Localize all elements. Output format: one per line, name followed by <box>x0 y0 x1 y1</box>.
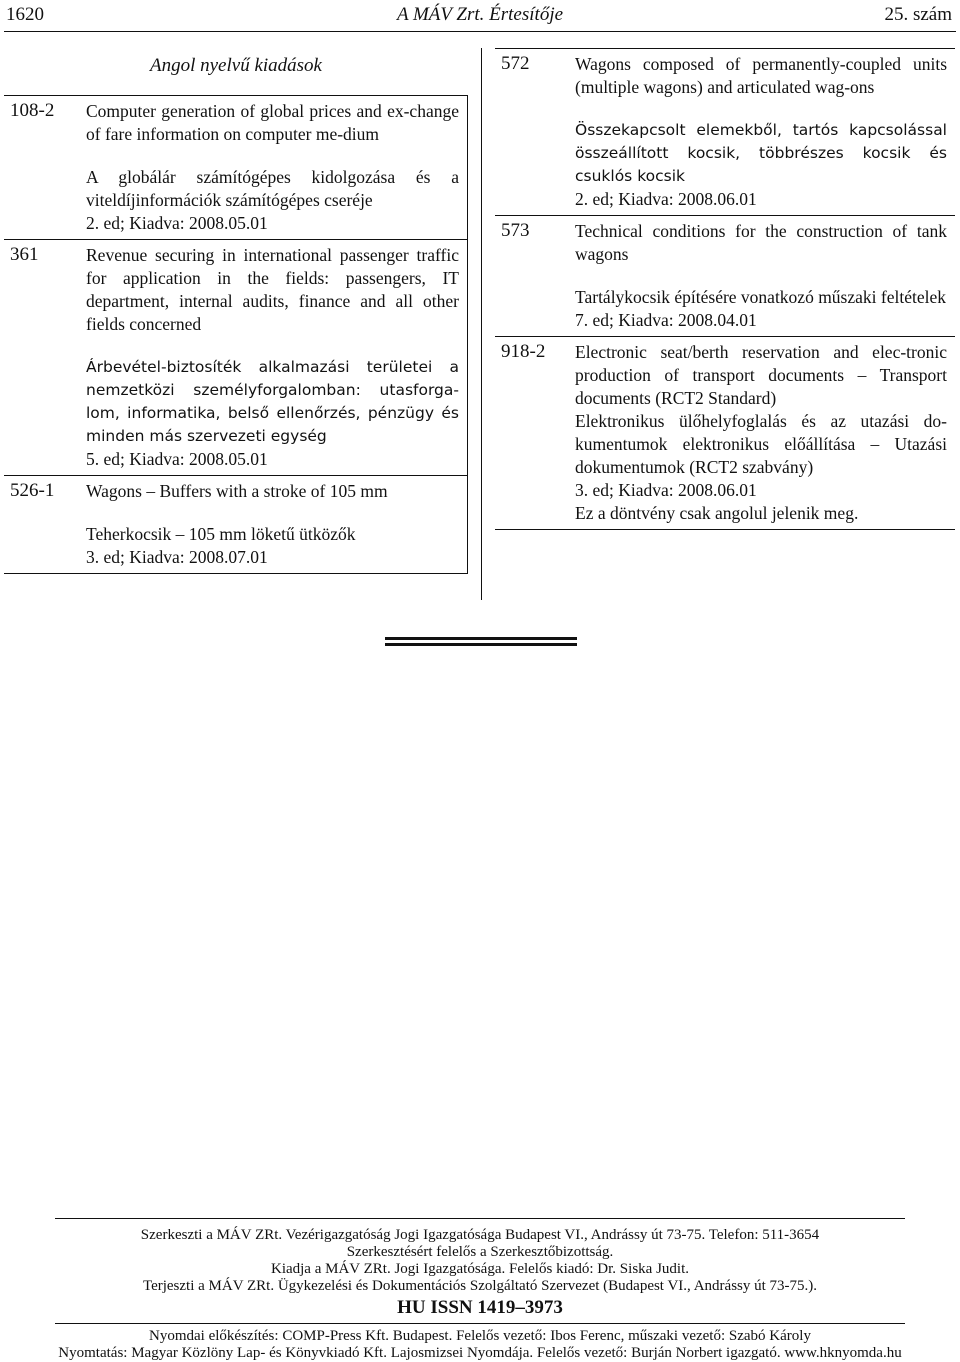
footer-editor-line: Szerkeszti a MÁV ZRt. Vezérigazgatóság Jogi Igazgatósága Budapest VI., Andrássy út 73-75. Telefon: 511-3654 <box>140 1227 820 1243</box>
entry-title-hu: Teherkocsik – 105 mm löketű ütközők <box>86 524 356 544</box>
entry-title-en: Wagons – Buffers with a stroke of 105 mm <box>86 481 388 501</box>
entry-title-en: Technical conditions for the construction of tank wagons <box>575 221 947 264</box>
footer-distributor-line: Terjeszti a MÁV ZRt. Ügykezelési és Dokumentációs Szolgáltató Szervezet (Budapest VI., Andrássy út 73-75.). <box>142 1278 818 1294</box>
entry-572 <box>495 48 955 216</box>
entry-edition: 2. ed; Kiadva: 2008.05.01 <box>86 213 268 233</box>
entry-title-hu: Elektronikus ülőhelyfoglalás és az utazási do-kumentumok elektronikus előállítása – Utazási dokumentumok (RCT2 szabvány) <box>575 411 947 477</box>
section-divider <box>385 637 577 647</box>
entry-code: 361 <box>10 244 39 265</box>
right-column <box>495 48 955 530</box>
entry-title-en: Wagons composed of permanently-coupled units (multiple wagons) and articulated wag-ons <box>575 54 947 97</box>
column-divider <box>481 48 482 600</box>
issue-number: 25. szám <box>884 4 952 25</box>
footer-printing-line: Nyomtatás: Magyar Közlöny Lap- és Könyvkiadó Kft. Lajosmizsei Nyomdája. Felelős vezető: Burján Norbert igazgató. www.hknyomda.hu <box>58 1345 902 1361</box>
entry-code: 573 <box>501 220 530 241</box>
left-column <box>4 95 468 574</box>
section-title: Angol nyelvű kiadások <box>149 55 322 76</box>
entry-918-2 <box>495 337 955 530</box>
entry-title-hu: A globálár számítógépes kidolgozása és a viteldíjinformációk számítógépes cseréje <box>86 167 459 210</box>
page-header <box>0 0 960 36</box>
entry-code: 526-1 <box>10 480 55 501</box>
entry-edition: 7. ed; Kiadva: 2008.04.01 <box>575 310 757 330</box>
entry-title-en: Computer generation of global prices and ex-change of fare information on computer me-dium <box>86 101 459 144</box>
entry-note: Ez a döntvény csak angolul jelenik meg. <box>575 503 859 523</box>
footer-rule <box>55 1218 905 1219</box>
entry-title-hu: Összekapcsolt elemekből, tartós kapcsolással összeállított kocsik, többrészes kocsik és csuklós kocsik <box>575 121 947 185</box>
entry-361 <box>4 240 468 476</box>
entry-title-hu: Tartálykocsik építésére vonatkozó műszaki feltételek <box>575 287 946 307</box>
entry-573 <box>495 216 955 337</box>
footer-publisher-line: Kiadja a MÁV ZRt. Jogi Igazgatósága. Felelős kiadó: Dr. Siska Judit. <box>270 1261 689 1277</box>
entry-code: 572 <box>501 53 530 74</box>
issn-rule <box>55 1323 905 1324</box>
issn: HU ISSN 1419–3973 <box>397 1297 563 1318</box>
entry-edition: 5. ed; Kiadva: 2008.05.01 <box>86 449 268 469</box>
footer-responsible-line: Szerkesztésért felelős a Szerkesztőbizottság. <box>346 1244 614 1260</box>
header-rule <box>4 31 956 32</box>
entry-edition: 2. ed; Kiadva: 2008.06.01 <box>575 189 757 209</box>
entry-title-en: Revenue securing in international passenger traffic for application in the fields: passengers, IT department, internal audits, finance and all other fields concerned <box>86 245 459 334</box>
entry-edition: 3. ed; Kiadva: 2008.07.01 <box>86 547 268 567</box>
page-number: 1620 <box>6 4 44 25</box>
entry-code: 108-2 <box>10 100 55 121</box>
page-footer <box>0 1218 960 1362</box>
entry-edition: 3. ed; Kiadva: 2008.06.01 <box>575 480 757 500</box>
entry-108-2 <box>4 95 468 240</box>
journal-title: A MÁV Zrt. Értesítője <box>396 4 564 25</box>
entry-title-en: Electronic seat/berth reservation and elec-tronic production of transport documents – Transport documents (RCT2 Standard) <box>575 342 947 408</box>
footer-prepress-line: Nyomdai előkészítés: COMP-Press Kft. Budapest. Felelős vezető: Ibos Ferenc, műszaki vezető: Szabó Károly <box>149 1328 811 1344</box>
entry-title-hu: Árbevétel-biztosíték alkalmazási területei a nemzetközi személyforgalomban: utasforga-lom, informatika, belső ellenőrzés, pénzügy és minden más szervezeti egység <box>86 358 459 445</box>
entry-526-1 <box>4 476 468 574</box>
entry-code: 918-2 <box>501 341 546 362</box>
